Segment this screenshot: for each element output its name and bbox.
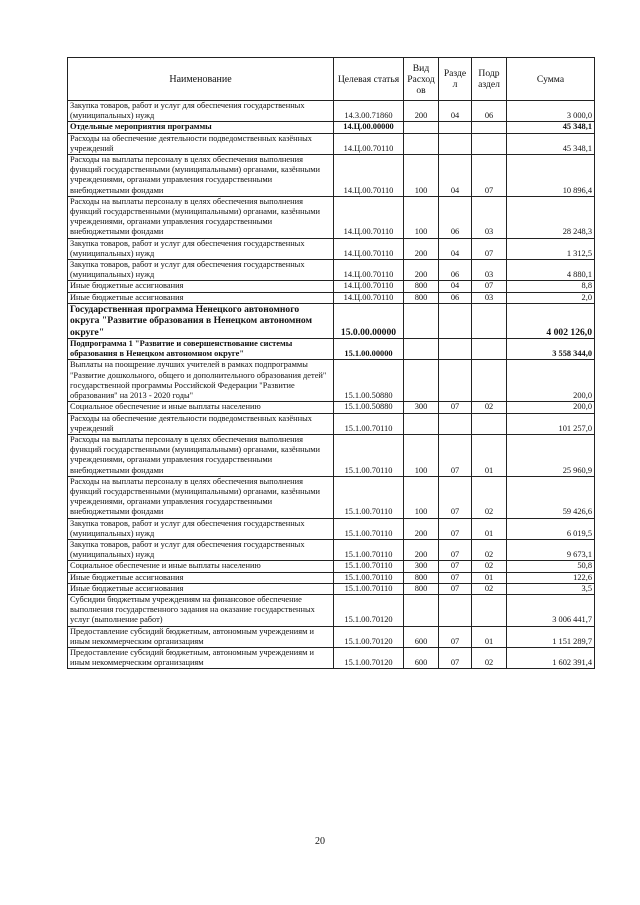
table-header-row [68, 58, 595, 101]
cell-pr: 02 [472, 561, 507, 572]
cell-vr: 600 [404, 626, 439, 647]
cell-sum: 6 019,5 [507, 518, 595, 539]
cell-vr [404, 339, 439, 360]
cell-pr [472, 122, 507, 133]
cell-sum: 4 002 126,0 [507, 303, 595, 338]
cell-pr [472, 303, 507, 338]
cell-vr: 100 [404, 155, 439, 197]
cell-name: Расходы на выплаты персоналу в целях обеспечения выполнения функций государственными (муниципальными) органами, казёнными учреждениями, органами управления государственными внебюджетными фондами [68, 155, 334, 197]
cell-sum: 25 960,9 [507, 434, 595, 476]
cell-rz: 07 [439, 561, 472, 572]
cell-vr: 800 [404, 572, 439, 583]
cell-code: 15.1.00.70110 [334, 476, 404, 518]
cell-vr: 600 [404, 647, 439, 668]
cell-code: 15.1.00.70110 [334, 572, 404, 583]
table-body [68, 101, 595, 669]
cell-rz [439, 122, 472, 133]
cell-vr: 800 [404, 583, 439, 594]
cell-name: Социальное обеспечение и иные выплаты населению [68, 561, 334, 572]
cell-vr: 200 [404, 101, 439, 122]
table-row [68, 196, 595, 238]
cell-code: 15.0.00.00000 [334, 303, 404, 338]
cell-name: Предоставление субсидий бюджетным, автономным учреждениям и иным некоммерческим организациям [68, 626, 334, 647]
cell-vr [404, 133, 439, 154]
cell-pr: 02 [472, 583, 507, 594]
cell-rz: 04 [439, 281, 472, 292]
cell-name: Выплаты на поощрение лучших учителей в рамках подпрограммы "Развитие дошкольного, общего и дополнительного образования детей" государственной программы Российской Федерации "Развитие образования" на 2013 - 2020 годы" [68, 360, 334, 402]
cell-pr: 03 [472, 292, 507, 303]
cell-sum: 1 151 289,7 [507, 626, 595, 647]
cell-vr [404, 413, 439, 434]
table-row [68, 561, 595, 572]
cell-name: Закупка товаров, работ и услуг для обеспечения государственных (муниципальных) нужд [68, 260, 334, 281]
page-number: 20 [315, 836, 325, 847]
cell-sum: 1 602 391,4 [507, 647, 595, 668]
cell-code: 14.Ц.00.70110 [334, 155, 404, 197]
cell-sum: 1 312,5 [507, 238, 595, 259]
cell-name: Расходы на выплаты персоналу в целях обеспечения выполнения функций государственными (муниципальными) органами, казёнными учреждениями, органами управления государственными внебюджетными фондами [68, 196, 334, 238]
cell-code: 15.1.00.70120 [334, 594, 404, 626]
cell-rz [439, 594, 472, 626]
cell-vr: 300 [404, 402, 439, 413]
header-code: Целевая статья [334, 58, 404, 101]
cell-name: Предоставление субсидий бюджетным, автономным учреждениям и иным некоммерческим организациям [68, 647, 334, 668]
cell-vr: 100 [404, 476, 439, 518]
cell-vr: 200 [404, 238, 439, 259]
cell-name: Закупка товаров, работ и услуг для обеспечения государственных (муниципальных) нужд [68, 101, 334, 122]
cell-rz [439, 360, 472, 402]
cell-code: 15.1.00.70110 [334, 583, 404, 594]
cell-pr: 01 [472, 626, 507, 647]
cell-sum: 3 000,0 [507, 101, 595, 122]
cell-rz: 07 [439, 518, 472, 539]
table-row [68, 539, 595, 560]
cell-vr: 200 [404, 260, 439, 281]
cell-name: Расходы на обеспечение деятельности подведомственных казённых учреждений [68, 133, 334, 154]
cell-vr: 800 [404, 281, 439, 292]
cell-rz [439, 133, 472, 154]
cell-rz: 07 [439, 583, 472, 594]
cell-sum: 50,8 [507, 561, 595, 572]
cell-sum: 3 558 344,0 [507, 339, 595, 360]
cell-pr: 01 [472, 434, 507, 476]
table-row [68, 122, 595, 133]
cell-name: Государственная программа Ненецкого автономного округа "Развитие образования в Ненецком автономном округе" [68, 303, 334, 338]
cell-pr: 01 [472, 572, 507, 583]
cell-pr: 03 [472, 260, 507, 281]
cell-sum: 122,6 [507, 572, 595, 583]
table-row [68, 583, 595, 594]
table-row [68, 518, 595, 539]
cell-name: Иные бюджетные ассигнования [68, 281, 334, 292]
cell-sum: 28 248,3 [507, 196, 595, 238]
cell-name: Иные бюджетные ассигнования [68, 572, 334, 583]
cell-code: 15.1.00.70110 [334, 413, 404, 434]
cell-sum: 2,0 [507, 292, 595, 303]
cell-code: 14.Ц.00.70110 [334, 238, 404, 259]
cell-rz: 06 [439, 260, 472, 281]
cell-rz: 04 [439, 155, 472, 197]
cell-vr: 200 [404, 539, 439, 560]
table-row [68, 594, 595, 626]
cell-rz: 07 [439, 647, 472, 668]
cell-pr [472, 339, 507, 360]
table-row [68, 101, 595, 122]
cell-code: 15.1.00.00000 [334, 339, 404, 360]
cell-pr [472, 133, 507, 154]
cell-rz: 07 [439, 539, 472, 560]
cell-pr: 06 [472, 101, 507, 122]
cell-pr: 01 [472, 518, 507, 539]
cell-code: 15.1.00.70110 [334, 518, 404, 539]
table-row [68, 413, 595, 434]
cell-pr: 02 [472, 647, 507, 668]
cell-rz [439, 339, 472, 360]
header-pr: Подр аздел [472, 58, 507, 101]
cell-pr [472, 360, 507, 402]
cell-sum: 200,0 [507, 402, 595, 413]
cell-pr [472, 594, 507, 626]
cell-rz: 06 [439, 292, 472, 303]
table-row [68, 626, 595, 647]
cell-code: 14.Ц.00.00000 [334, 122, 404, 133]
table-row [68, 647, 595, 668]
cell-sum: 45 348,1 [507, 122, 595, 133]
cell-pr [472, 413, 507, 434]
cell-rz: 07 [439, 626, 472, 647]
table-row [68, 155, 595, 197]
cell-name: Подпрограмма 1 "Развитие и совершенствование системы образования в Ненецком автономном округе" [68, 339, 334, 360]
table-row [68, 281, 595, 292]
header-name: Наименование [68, 58, 334, 101]
cell-rz: 04 [439, 238, 472, 259]
cell-code: 15.1.00.70110 [334, 539, 404, 560]
cell-rz: 07 [439, 434, 472, 476]
cell-vr [404, 303, 439, 338]
cell-sum: 3 006 441,7 [507, 594, 595, 626]
cell-rz: 07 [439, 402, 472, 413]
cell-rz: 07 [439, 476, 472, 518]
cell-rz [439, 303, 472, 338]
cell-rz: 04 [439, 101, 472, 122]
table-row [68, 360, 595, 402]
table-row [68, 238, 595, 259]
cell-sum: 4 880,1 [507, 260, 595, 281]
cell-sum: 101 257,0 [507, 413, 595, 434]
cell-sum: 3,5 [507, 583, 595, 594]
cell-pr: 02 [472, 476, 507, 518]
cell-pr: 07 [472, 238, 507, 259]
budget-table [67, 57, 595, 669]
cell-sum: 45 348,1 [507, 133, 595, 154]
cell-name: Субсидии бюджетным учреждениям на финансовое обеспечение выполнения государственного задания на оказание государственных услуг (выполнение работ) [68, 594, 334, 626]
cell-name: Закупка товаров, работ и услуг для обеспечения государственных (муниципальных) нужд [68, 238, 334, 259]
table-row [68, 476, 595, 518]
cell-name: Иные бюджетные ассигнования [68, 292, 334, 303]
cell-code: 14.Ц.00.70110 [334, 281, 404, 292]
cell-name: Отдельные мероприятия программы [68, 122, 334, 133]
cell-pr: 02 [472, 402, 507, 413]
cell-code: 14.Ц.00.70110 [334, 292, 404, 303]
table-row [68, 260, 595, 281]
cell-vr [404, 122, 439, 133]
cell-pr: 03 [472, 196, 507, 238]
cell-vr: 100 [404, 196, 439, 238]
cell-rz [439, 413, 472, 434]
header-vr: Вид Расход ов [404, 58, 439, 101]
cell-sum: 200,0 [507, 360, 595, 402]
header-sum: Сумма [507, 58, 595, 101]
header-rz: Разде л [439, 58, 472, 101]
table-row [68, 572, 595, 583]
cell-name: Социальное обеспечение и иные выплаты населению [68, 402, 334, 413]
table-row [68, 434, 595, 476]
cell-sum: 10 896,4 [507, 155, 595, 197]
cell-name: Иные бюджетные ассигнования [68, 583, 334, 594]
cell-code: 15.1.00.70120 [334, 626, 404, 647]
cell-vr: 200 [404, 518, 439, 539]
cell-vr: 100 [404, 434, 439, 476]
cell-code: 15.1.00.50880 [334, 360, 404, 402]
table-row [68, 303, 595, 338]
cell-code: 14.Ц.00.70110 [334, 133, 404, 154]
cell-name: Расходы на выплаты персоналу в целях обеспечения выполнения функций государственными (муниципальными) органами, казёнными учреждениями, органами управления государственными внебюджетными фондами [68, 476, 334, 518]
cell-code: 15.1.00.70120 [334, 647, 404, 668]
cell-name: Расходы на обеспечение деятельности подведомственных казённых учреждений [68, 413, 334, 434]
table-row [68, 402, 595, 413]
cell-rz: 06 [439, 196, 472, 238]
cell-vr [404, 360, 439, 402]
cell-sum: 9 673,1 [507, 539, 595, 560]
cell-code: 15.1.00.70110 [334, 434, 404, 476]
cell-sum: 59 426,6 [507, 476, 595, 518]
cell-pr: 02 [472, 539, 507, 560]
cell-name: Закупка товаров, работ и услуг для обеспечения государственных (муниципальных) нужд [68, 539, 334, 560]
cell-code: 14.3.00.71860 [334, 101, 404, 122]
cell-code: 14.Ц.00.70110 [334, 196, 404, 238]
table-row [68, 339, 595, 360]
table-row [68, 133, 595, 154]
cell-vr: 300 [404, 561, 439, 572]
cell-code: 15.1.00.70110 [334, 561, 404, 572]
table-row [68, 292, 595, 303]
cell-pr: 07 [472, 155, 507, 197]
cell-vr [404, 594, 439, 626]
cell-pr: 07 [472, 281, 507, 292]
cell-vr: 800 [404, 292, 439, 303]
cell-name: Расходы на выплаты персоналу в целях обеспечения выполнения функций государственными (муниципальными) органами, казёнными учреждениями, органами управления государственными внебюджетными фондами [68, 434, 334, 476]
cell-name: Закупка товаров, работ и услуг для обеспечения государственных (муниципальных) нужд [68, 518, 334, 539]
cell-sum: 8,8 [507, 281, 595, 292]
cell-code: 15.1.00.50880 [334, 402, 404, 413]
cell-code: 14.Ц.00.70110 [334, 260, 404, 281]
cell-rz: 07 [439, 572, 472, 583]
